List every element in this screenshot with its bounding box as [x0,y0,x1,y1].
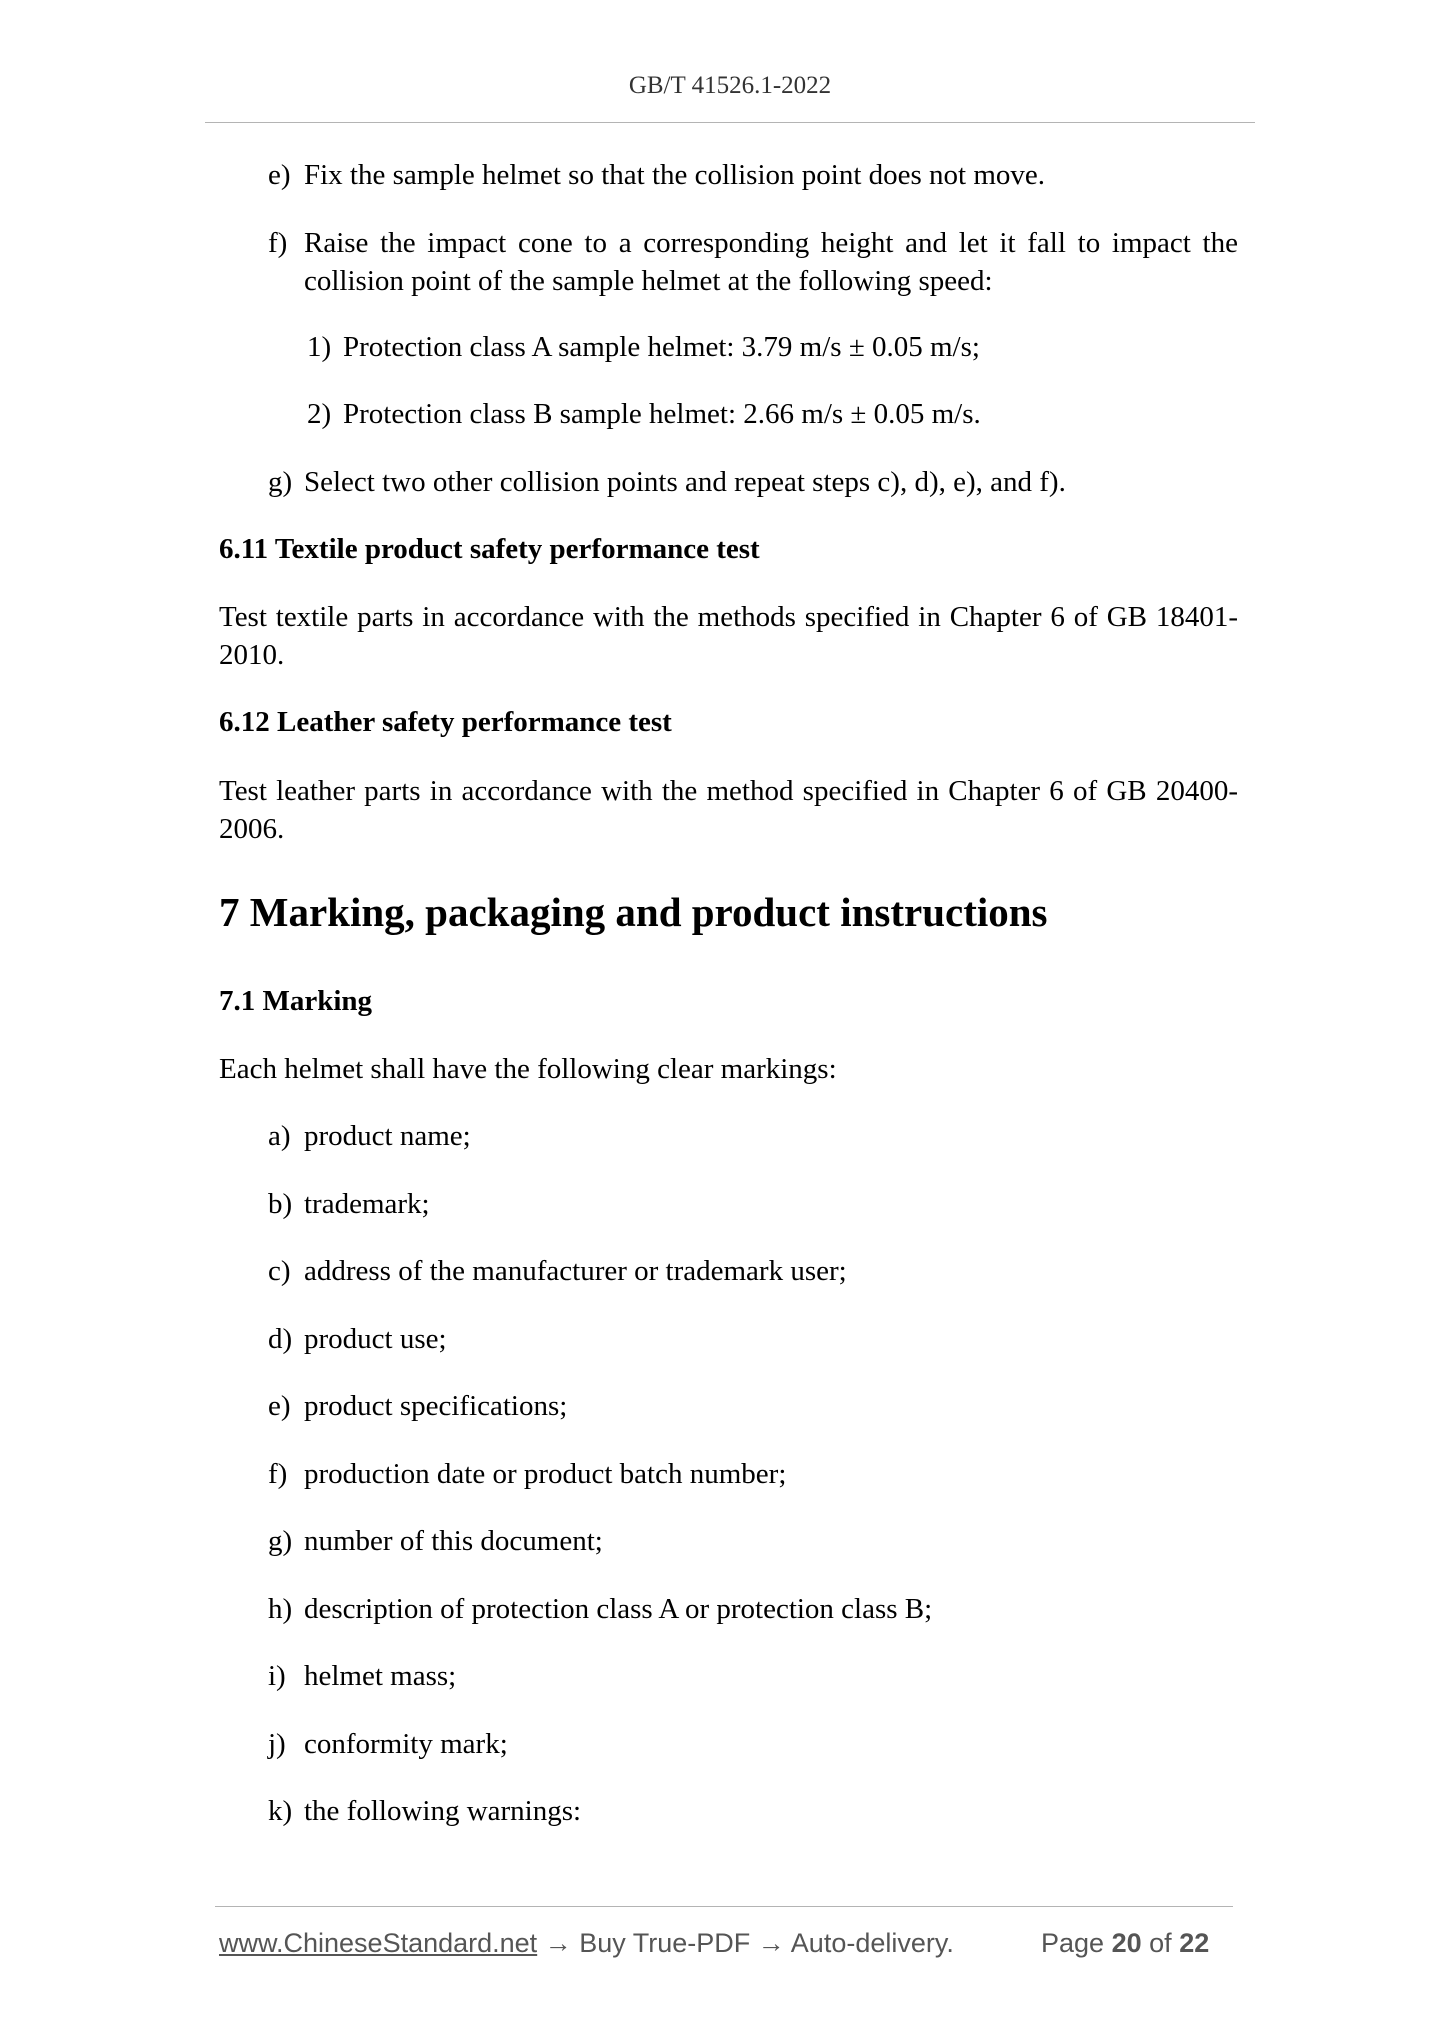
step-marker: e) [268,159,291,191]
marking-marker: a) [268,1120,291,1152]
section-6-11-heading: 6.11 Textile product safety performance test [219,533,760,565]
section-6-12-body: Test leather parts in accordance with the method specified in Chapter 6 of GB 20400-2006. [219,775,1238,845]
arrow-right-icon: → [544,1928,572,1958]
marking-marker: e) [268,1390,291,1422]
document-number-header: GB/T 41526.1-2022 [628,72,832,99]
marking-text: description of protection class A or protection class B; [304,1593,933,1625]
site-link[interactable]: www.ChineseStandard.net [219,1928,538,1958]
marking-text: number of this document; [304,1525,603,1557]
step-text: Fix the sample helmet so that the collision point does not move. [304,159,1046,191]
arrow-right-icon: → [757,1928,785,1958]
page-label: Page [1041,1928,1105,1958]
marking-text: conformity mark; [304,1728,508,1760]
speed-text: Protection class B sample helmet: 2.66 m/s ± 0.05 m/s. [343,398,981,430]
page-of-label: of [1149,1928,1172,1958]
marking-marker: h) [268,1593,293,1625]
step-marker: g) [268,466,293,498]
speed-marker: 1) [307,331,332,363]
buy-pdf-text: Buy True-PDF [579,1928,751,1958]
section-7-1-heading: 7.1 Marking [219,985,373,1017]
marking-marker: g) [268,1525,293,1557]
section-7-1-intro: Each helmet shall have the following clear markings: [219,1053,837,1085]
header-divider [205,122,1255,123]
marking-text: trademark; [304,1188,430,1220]
marking-marker: k) [268,1795,293,1827]
marking-marker: i) [268,1660,286,1692]
page-current: 20 [1111,1928,1142,1958]
page-total: 22 [1179,1928,1210,1958]
marking-marker: c) [268,1255,291,1287]
auto-delivery-text: Auto-delivery. [790,1928,954,1958]
marking-text: product name; [304,1120,471,1152]
marking-text: the following warnings: [304,1795,582,1827]
marking-marker: b) [268,1188,293,1220]
speed-marker: 2) [307,398,332,430]
marking-marker: j) [268,1728,286,1760]
chapter-7-heading: 7 Marking, packaging and product instructions [219,889,1048,935]
section-6-12-heading: 6.12 Leather safety performance test [219,706,672,738]
marking-text: product specifications; [304,1390,568,1422]
footer-promo [219,1925,954,1961]
marking-marker: d) [268,1323,293,1355]
speed-text: Protection class A sample helmet: 3.79 m/s ± 0.05 m/s; [343,331,980,363]
step-marker: f) [268,227,288,259]
marking-text: address of the manufacturer or trademark user; [304,1255,847,1287]
step-text: Select two other collision points and repeat steps c), d), e), and f). [304,466,1066,498]
marking-text: production date or product batch number; [304,1458,787,1490]
section-6-11-body: Test textile parts in accordance with the methods specified in Chapter 6 of GB 18401-2010. [219,601,1238,671]
footer-divider [215,1906,1233,1907]
marking-text: helmet mass; [304,1660,457,1692]
step-text: Raise the impact cone to a corresponding height and let it fall to impact the collision point of the sample helmet at the following speed: [304,227,1238,297]
marking-text: product use; [304,1323,447,1355]
page-indicator [1041,1925,1209,1961]
marking-marker: f) [268,1458,288,1490]
